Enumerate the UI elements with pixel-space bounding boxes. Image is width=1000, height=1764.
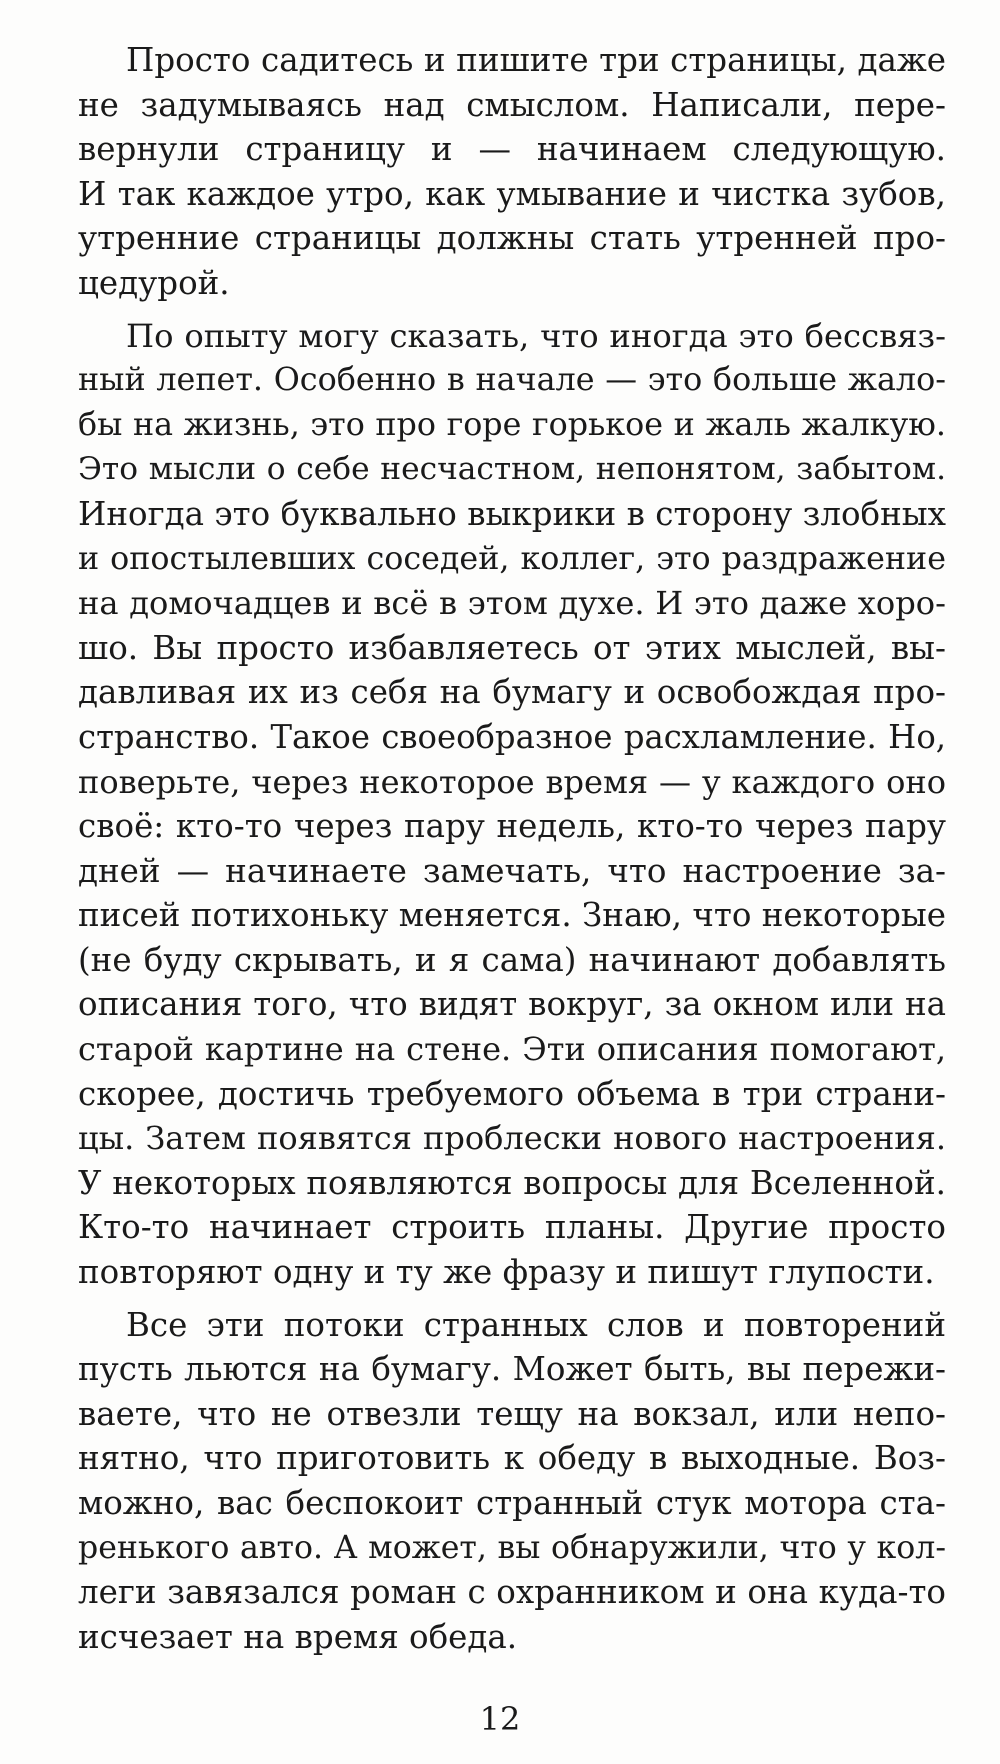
body-text [78,38,946,1667]
text-line: леги завязался роман с охранником и она куда-то [78,1573,946,1612]
text-line: дней — начинаете замечать, что настроение за- [78,851,946,890]
text-line: цы. Затем появятся проблески нового настроения. [78,1119,946,1158]
text-line: Кто-то начинает строить планы. Другие просто [78,1208,946,1247]
text-line: цедурой. [78,263,230,302]
text-line: скорее, достичь требуемого объема в три страни- [78,1074,946,1113]
text-line: странство. Такое своеобразное расхламление. Но, [78,717,946,756]
text-line: (не буду скрывать, и я сама) начинают добавлять [78,940,946,979]
text-line: исчезает на время обеда. [78,1617,518,1656]
text-line: на домочадцев и всё в этом духе. И это даже хоро- [78,584,946,623]
paragraph-1 [78,38,946,306]
text-line: И так каждое утро, как умывание и чистка зубов, [78,174,946,213]
text-line: ный лепет. Особенно в начале — это больше жало- [78,361,946,399]
text-line: поверьте, через некоторое время — у каждого оно [78,762,946,801]
text-line: и опостылевших соседей, коллег, это раздражение [78,540,946,577]
text-line: По опыту могу сказать, что иногда это бессвяз- [126,316,946,355]
text-line: вернули страницу и — начинаем следующую. [78,130,946,169]
text-line: Просто садитесь и пишите три страницы, даже [126,41,946,79]
text-line: пусть льются на бумагу. Может быть, вы пережи- [78,1350,946,1389]
text-line: утренние страницы должны стать утренней про- [78,219,946,258]
text-line: описания того, что видят вокруг, за окном или на [78,985,946,1024]
text-line: ваете, что не отвезли тещу на вокзал, или непо- [78,1394,946,1433]
text-line: шо. Вы просто избавляетесь от этих мыслей, вы- [78,628,946,667]
text-line: бы на жизнь, это про горе горькое и жаль жалкую. [78,406,946,443]
text-line: давливая их из себя на бумагу и освобождая про- [78,673,946,712]
text-line: У некоторых появляются вопросы для Вселенной. [78,1163,946,1202]
page-number: 12 [479,1700,521,1738]
text-line: можно, вас беспокоит странный стук мотора ста- [78,1484,946,1522]
text-line: старой картине на стене. Эти описания помогают, [78,1030,946,1069]
text-line: своё: кто-то через пару недель, кто-то через пару [78,807,946,846]
text-line: ренького авто. А может, вы обнаружили, что у кол- [78,1529,946,1566]
paragraph-2 [78,314,946,1295]
text-line: не задумываясь над смыслом. Написали, пере- [78,85,946,124]
text-line: Иногда это буквально выкрики в сторону злобных [78,494,946,533]
text-line: нятно, что приготовить к обеду в выходные. Воз- [78,1439,946,1478]
paragraph-3 [78,1303,946,1660]
text-line: писей потихоньку меняется. Знаю, что некоторые [78,896,946,935]
text-line: повторяют одну и ту же фразу и пишут глупости. [78,1253,935,1292]
text-line: Это мысли о себе несчастном, непонятом, забытом. [78,451,946,488]
text-line: Все эти потоки странных слов и повторений [126,1305,946,1344]
